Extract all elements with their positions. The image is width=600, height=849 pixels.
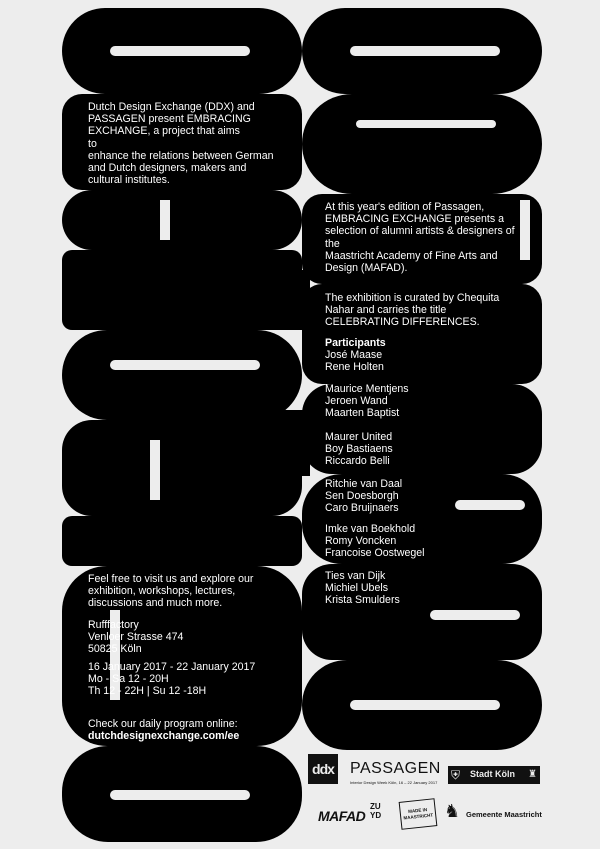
participants-group-6: Ties van Dijk Michiel Ubels Krista Smulders [325,570,400,607]
cathedral-icon: ♜ [528,769,537,780]
program-url[interactable]: dutchdesignexchange.com/ee [88,730,240,742]
curator-text: The exhibition is curated by Chequita Nahar and carries the title CELEBRATING DIFFERENCES. [325,292,500,329]
ddx-logo: ddx [308,754,338,784]
art-shape [240,270,310,330]
maastricht-crest-icon: ♞ [444,801,461,821]
art-shape [62,516,302,566]
opening-hours-2: Th 12 - 22H | Su 12 -18H [88,685,207,697]
participants-group-3: Maurer United Boy Bastiaens Riccardo Belli [325,431,393,468]
art-shape [302,94,542,194]
gemeente-maastricht-logo: Gemeente Maastricht [466,810,542,819]
participants-group-1: José Maase Rene Holten [325,349,384,374]
participants-heading: Participants [325,337,386,349]
art-shape [62,330,302,420]
participants-group-4: Ritchie van Daal Sen Doesborgh Caro Bruijnaers [325,478,403,515]
visit-text: Feel free to visit us and explore our exhibition, workshops, lectures, discussions and much more. [88,573,254,610]
address-text: Rufffactory Venloer Strasse 474 50825 Köln [88,619,184,656]
art-shape [62,190,302,250]
participants-group-2: Maurice Mentjens Jeroen Wand Maarten Baptist [325,383,409,420]
stadt-koeln-logo: ⛨ Stadt Köln ♜ [448,766,540,784]
stadt-koeln-crest-icon: ⛨ [451,768,461,782]
date-range: 16 January 2017 - 22 January 2017 [88,661,256,673]
passagen-subtitle: Interior Design Week Köln, 16 – 22 January 2017 [350,780,438,785]
art-shape [250,410,310,476]
passagen-logo: PASSAGEN [350,760,441,777]
made-in-maastricht-badge: MADE IN MAASTRICHT [399,798,438,830]
opening-hours-1: Mo - Sa 12 - 20H [88,673,169,685]
program-label: Check our daily program online: [88,718,238,730]
zuyd-logo: ZU YD [370,802,382,820]
edition-text: At this year's edition of Passagen, EMBRACING EXCHANGE presents a selection of alumni artists & designers of the Maastricht Academy of Fine Arts and Design (MAFAD). [325,201,515,275]
intro-text: Dutch Design Exchange (DDX) and PASSAGEN present EMBRACING EXCHANGE, a project that aims to enhance the relations between German and Dutch designers, makers and cultural institutes. [88,101,274,187]
mafad-logo: MAFAD [318,808,366,824]
participants-group-5: Imke van Boekhold Romy Voncken Francoise Oostwegel [325,523,425,560]
